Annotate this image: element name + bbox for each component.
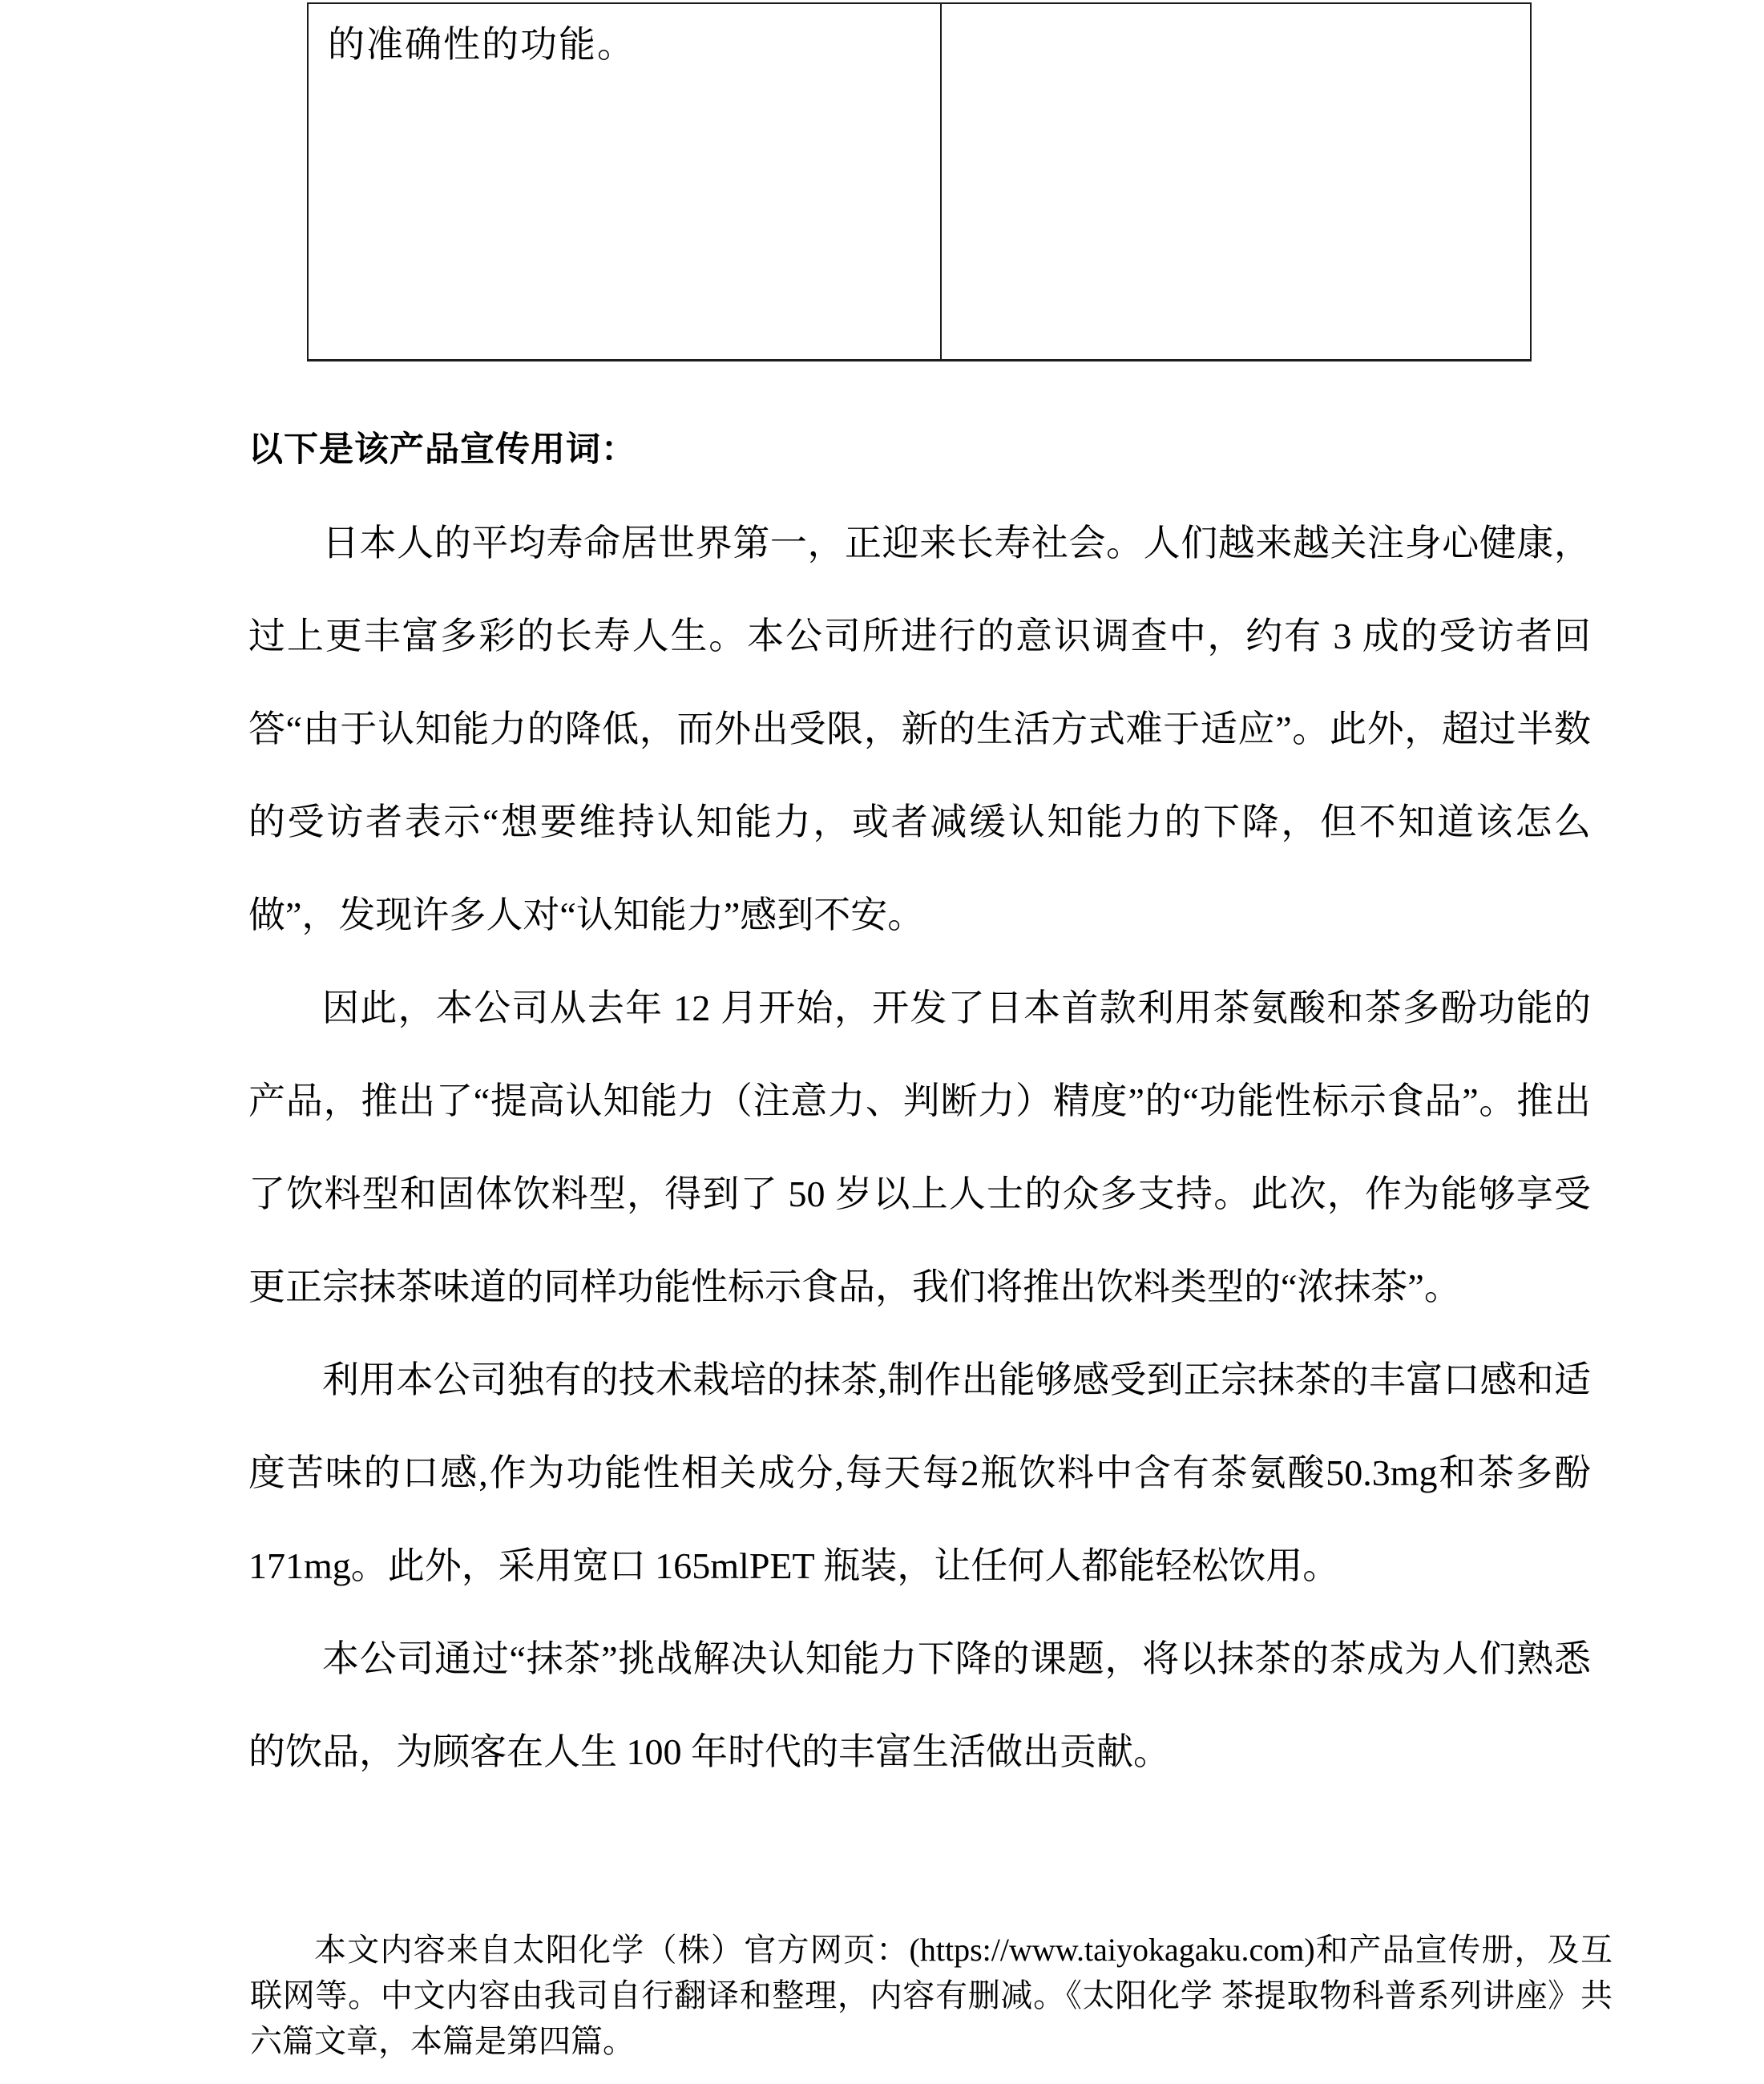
source-note-text: 本文内容来自太阳化学（株）官方网页：(https://www.taiyokagaku.com)和产品宣传册，及互联网等。中文内容由我司自行翻译和整理，内容有删减。《太阳化学 茶提取物科普系列讲座》共六篇文章，本篇是第四篇。 (250, 1932, 1613, 2059)
paragraph-1: 日本人的平均寿命居世界第一，正迎来长寿社会。人们越来越关注身心健康，过上更丰富多彩的长寿人生。本公司所进行的意识调查中，约有 3 成的受访者回答“由于认知能力的降低，而外出受限，新的生活方式难于适应”。此外，超过半数的受访者表示“想要维持认知能力，或者减缓认知能力的下降，但不知道该怎么做”，发现许多人对“认知能力”感到不安。 (248, 523, 1591, 935)
paragraph-2: 因此，本公司从去年 12 月开始，开发了日本首款利用茶氨酸和茶多酚功能的产品，推出了“提高认知能力（注意力、判断力）精度”的“功能性标示食品”。推出了饮料型和固体饮料型，得到了 50 岁以上人士的众多支持。此次，作为能够享受更正宗抹茶味道的同样功能性标示食品，我们将推出饮料类型的“浓抹茶”。 (248, 987, 1591, 1307)
paragraph-3: 利用本公司独有的技术栽培的抹茶,制作出能够感受到正宗抹茶的丰富口感和适度苦味的口感,作为功能性相关成分,每天每2瓶饮料中含有茶氨酸50.3mg和茶多酚171mg。此外，采用宽口 165mlPET 瓶装，让任何人都能轻松饮用。 (248, 1359, 1591, 1586)
section-heading: 以下是该产品宣传用词： (248, 431, 636, 469)
body-text-block (248, 497, 1591, 1799)
source-note (250, 1927, 1613, 2064)
paragraph-4: 本公司通过“抹茶”挑战解决认知能力下降的课题，将以抹茶的茶成为人们熟悉的饮品，为顾客在人生 100 年时代的丰富生活做出贡献。 (248, 1638, 1591, 1772)
table-cell-left: 的准确性的功能。 (309, 4, 942, 359)
product-info-table (307, 2, 1532, 361)
table-cell-right (942, 4, 1530, 359)
